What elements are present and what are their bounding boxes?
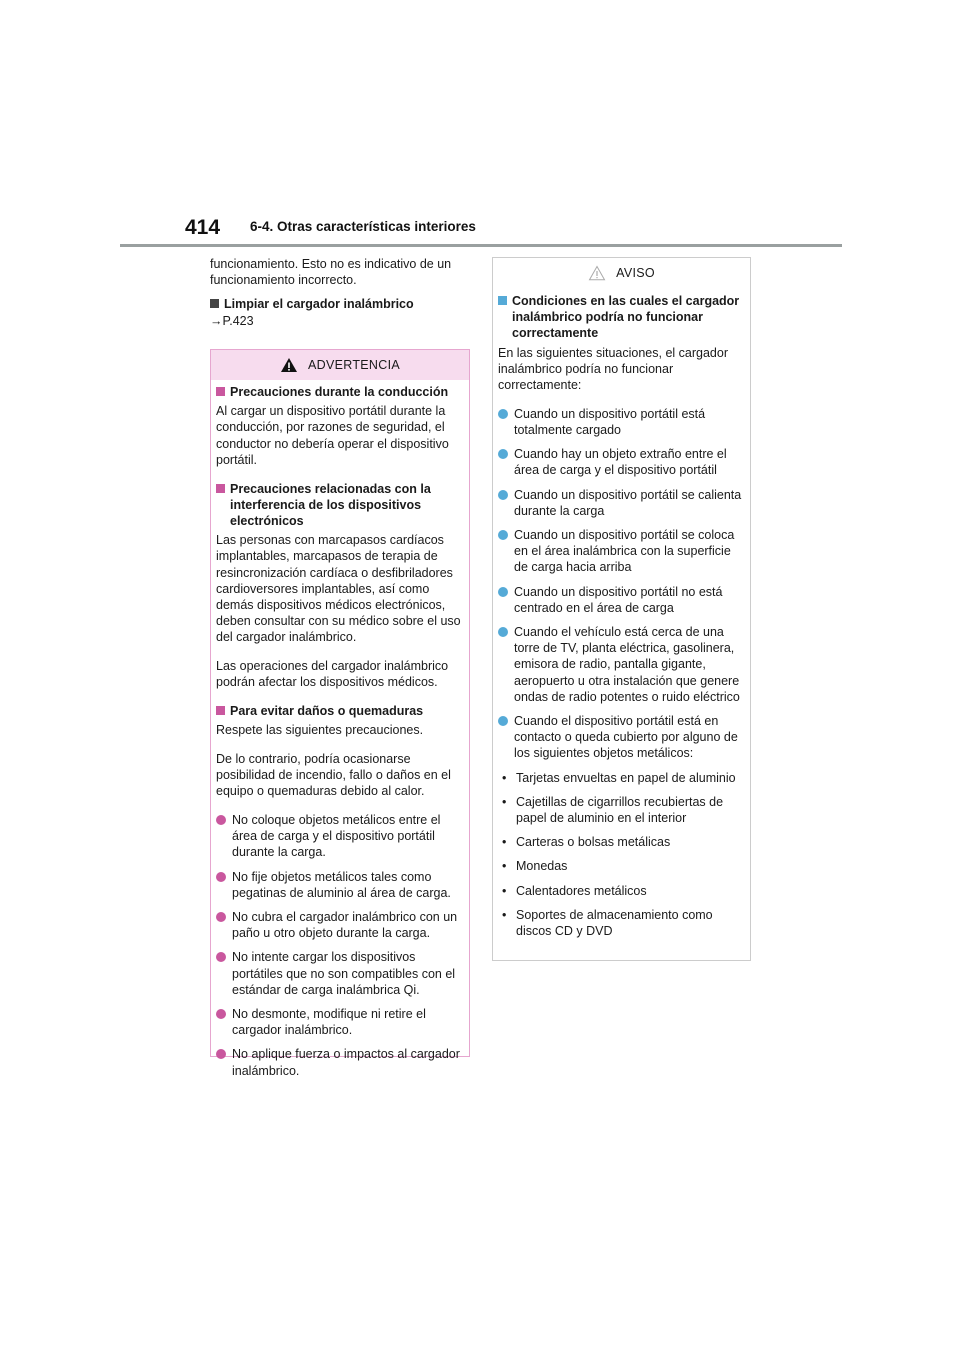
list-item — [498, 487, 743, 519]
sub-list-item-text: Tarjetas envueltas en papel de aluminio — [516, 770, 736, 785]
list-item — [498, 713, 743, 762]
warning-heading-burns — [216, 703, 462, 719]
square-bullet-icon — [216, 387, 225, 396]
caution-triangle-icon — [588, 265, 606, 281]
sub-bullet-mark: • — [502, 794, 507, 809]
sub-bullet-mark: • — [502, 883, 507, 898]
list-item — [498, 446, 743, 478]
warning-text-burns-2: De lo contrario, podría ocasionarse posibilidad de incendio, fallo o daños en el equipo o quemaduras debido al calor. — [216, 751, 451, 799]
warning-heading-driving — [216, 384, 462, 400]
list-item — [498, 406, 743, 438]
section-title: 6-4. Otras características interiores — [250, 219, 476, 234]
list-item-text: Cuando un dispositivo portátil está totalmente cargado — [514, 406, 706, 437]
heading-label: Para evitar daños o quemaduras — [230, 703, 424, 718]
list-item-text: Cuando el dispositivo portátil está en contacto o queda cubierto por alguno de los siguientes objetos metálicos: — [514, 713, 738, 761]
list-item-text: Cuando el vehículo está cerca de una torre de TV, planta eléctrica, gasolinera, emisora de radio, pantalla gigante, aeropuerto u otra instalación que genere ondas de radio potentes o ruido eléctrico — [514, 624, 740, 704]
sub-list-item-text: Calentadores metálicos — [516, 883, 647, 898]
warning-text-interference: Las personas con marcapasos cardíacos implantables, marcapasos de terapia de resincronización cardíaca o desfibriladores cardioversores implantables, así como demás dispositivos médicos electrónicos, deben consultar con su médico sobre el uso del cargador inalámbrico. — [216, 533, 461, 645]
sub-list-item — [498, 858, 743, 874]
list-item — [216, 812, 462, 861]
square-bullet-icon — [216, 484, 225, 493]
warning-title: ADVERTENCIA — [308, 357, 400, 372]
notice-heading — [498, 293, 743, 342]
circle-bullet-icon — [216, 952, 226, 962]
sub-list-item-text: Monedas — [516, 859, 568, 874]
list-item-text: Cuando un dispositivo portátil se coloca en el área inalámbrica con la superficie de carga hacia arriba — [514, 527, 735, 575]
list-item — [498, 624, 743, 705]
sub-list-item — [498, 794, 743, 826]
page-number: 414 — [185, 216, 221, 239]
sub-bullet-mark: • — [502, 770, 507, 785]
list-item-text: No aplique fuerza o impactos al cargador inalámbrico. — [232, 1047, 460, 1078]
circle-bullet-icon — [498, 716, 508, 726]
circle-bullet-icon — [498, 587, 508, 597]
sub-list-item-text: Cajetillas de cigarrillos recubiertas de papel de aluminio en el interior — [516, 794, 724, 825]
warning-heading-interference — [216, 481, 462, 530]
sub-list-item — [498, 770, 743, 786]
warning-triangle-icon — [280, 357, 298, 373]
sub-list-item-text: Carteras o bolsas metálicas — [516, 835, 671, 850]
circle-bullet-icon — [498, 530, 508, 540]
warning-text-driving: Al cargar un dispositivo portátil durante la conducción, por razones de seguridad, el conductor no debería operar el dispositivo portátil. — [216, 404, 449, 467]
intro-text: funcionamiento. Esto no es indicativo de un funcionamiento incorrecto. — [210, 257, 452, 288]
circle-bullet-icon — [498, 490, 508, 500]
warning-title-bar — [211, 350, 469, 380]
notice-title-bar — [493, 258, 750, 288]
heading-label: Precauciones durante la conducción — [230, 385, 449, 399]
circle-bullet-icon — [216, 1009, 226, 1019]
warning-text-burns: Respete las siguientes precauciones. — [216, 723, 424, 738]
list-item — [216, 869, 462, 901]
list-item — [498, 527, 743, 576]
circle-bullet-icon — [216, 815, 226, 825]
sub-list-item — [498, 834, 743, 850]
sub-list-item — [498, 907, 743, 939]
circle-bullet-icon — [216, 1049, 226, 1059]
square-bullet-icon — [216, 706, 225, 715]
list-item — [216, 909, 462, 941]
notice-text: En las siguientes situaciones, el cargador inalámbrico podría no funcionar correctamente: — [498, 345, 728, 393]
list-item-text: No cubra el cargador inalámbrico con un paño u otro objeto durante la carga. — [232, 909, 458, 941]
header-rule — [120, 244, 842, 247]
circle-bullet-icon — [216, 872, 226, 882]
list-item-text: No fije objetos metálicos tales como pegatinas de aluminio al área de carga. — [232, 869, 451, 900]
sub-bullet-mark: • — [502, 907, 507, 922]
circle-bullet-icon — [216, 912, 226, 922]
notice-box — [492, 257, 751, 961]
circle-bullet-icon — [498, 449, 508, 459]
clean-heading-label: Limpiar el cargador inalámbrico — [224, 297, 414, 312]
sub-list-item-text: Soportes de almacenamiento como discos CD y DVD — [516, 907, 713, 938]
list-item-text: Cuando hay un objeto extraño entre el área de carga y el dispositivo portátil — [514, 447, 727, 478]
sub-bullet-mark: • — [502, 859, 507, 874]
left-column — [210, 256, 470, 329]
sub-list-item — [498, 883, 743, 899]
list-item — [498, 584, 743, 616]
list-item — [216, 1046, 462, 1078]
heading-label: Precauciones relacionadas con la interferencia de los dispositivos electrónicos — [230, 481, 431, 528]
page-reference: →P.423 — [210, 313, 254, 328]
list-item-text: No coloque objetos metálicos entre el área de carga y el dispositivo portátil durante la carga. — [232, 812, 441, 860]
sub-bullet-mark: • — [502, 835, 507, 850]
heading-label: Condiciones en las cuales el cargador inalámbrico podría no funcionar correctamente — [512, 294, 740, 341]
warning-text-interference-2: Las operaciones del cargador inalámbrico podrán afectar los dispositivos médicos. — [216, 659, 449, 690]
list-item — [216, 1006, 462, 1038]
clean-heading — [210, 296, 470, 312]
square-bullet-icon — [498, 296, 507, 305]
circle-bullet-icon — [498, 409, 508, 419]
list-item-text: Cuando un dispositivo portátil se calienta durante la carga — [514, 487, 742, 518]
list-item — [216, 949, 462, 998]
list-item-text: No intente cargar los dispositivos portátiles que no son compatibles con el estándar de carga inalámbrica Qi. — [232, 950, 456, 997]
list-item-text: No desmonte, modifique ni retire el cargador inalámbrico. — [232, 1007, 426, 1038]
circle-bullet-icon — [498, 627, 508, 637]
notice-title: AVISO — [616, 265, 655, 280]
list-item-text: Cuando un dispositivo portátil no está centrado en el área de carga — [514, 584, 723, 615]
warning-box — [210, 349, 470, 1078]
square-bullet-icon — [210, 299, 219, 308]
